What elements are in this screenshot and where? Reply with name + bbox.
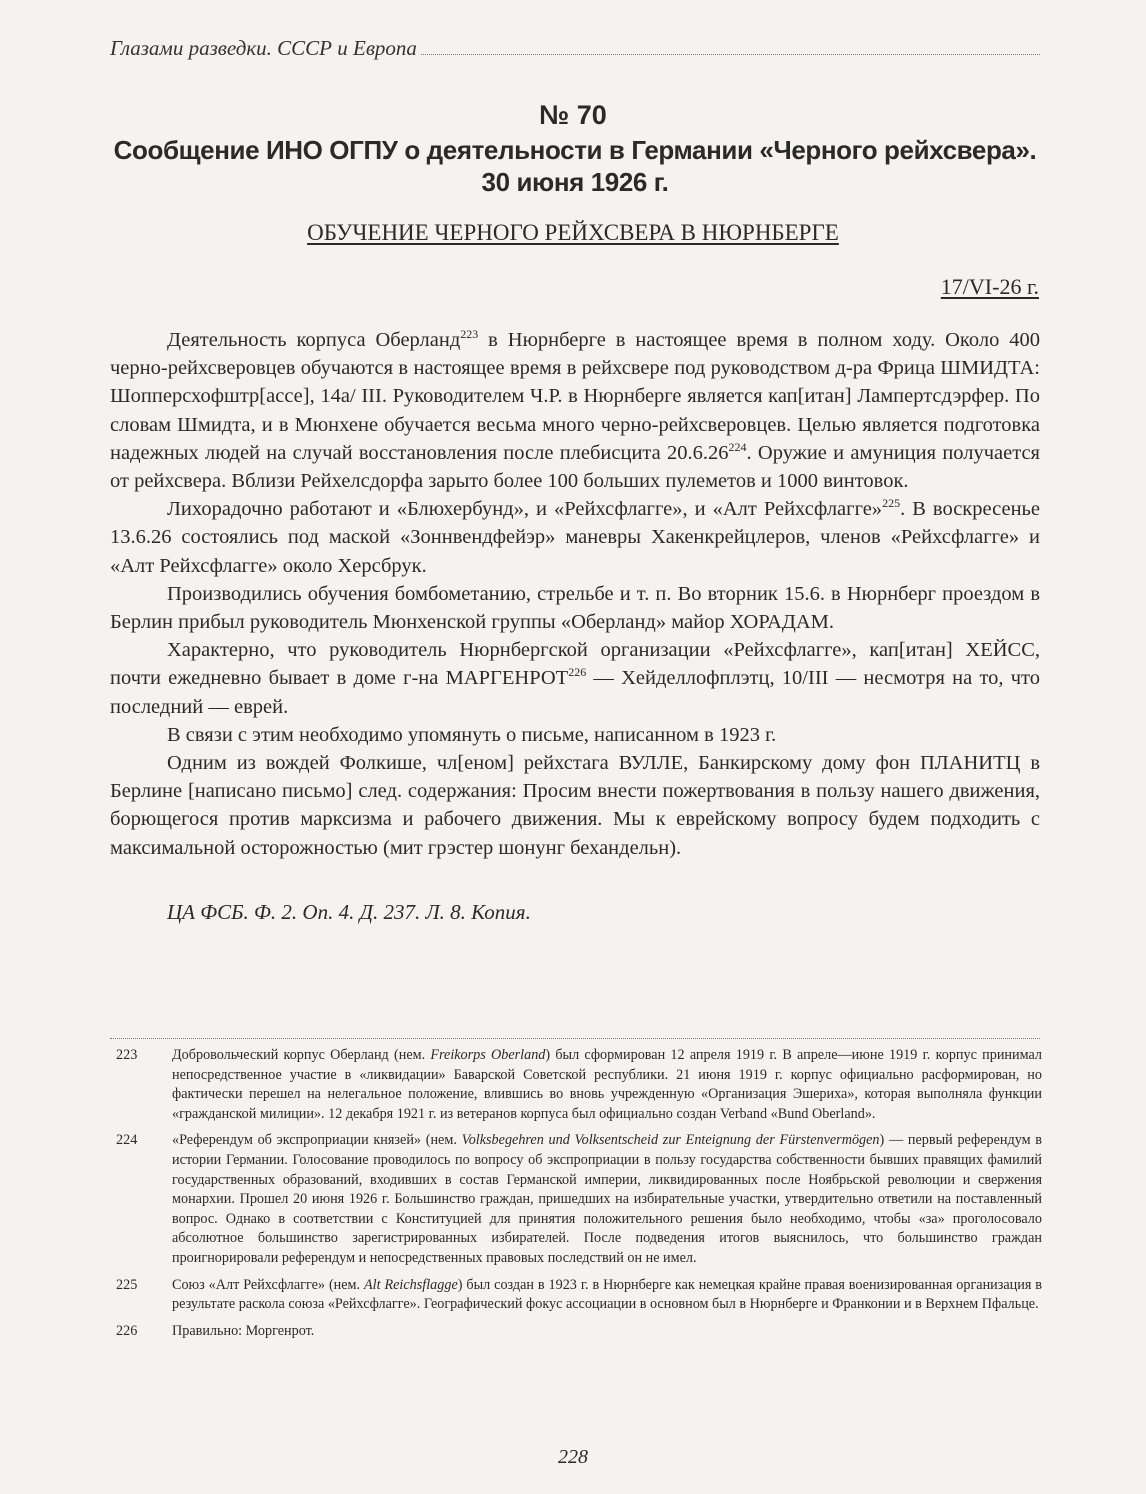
- paragraph-5: В связи с этим необходимо упомянуть о письме, написанном в 1923 г.: [167, 723, 777, 746]
- p2-text-a: Лихорадочно работают и «Блюхербунд», и «Рейхсфлагге», и «Алт Рейхсфлагге»: [167, 498, 883, 521]
- footnote-ref-223[interactable]: 223: [460, 327, 479, 341]
- p1-text-c: . Оружие и амуниция получается от рейхсвера. Вблизи Рейхелсдорфа зарыто более 100 больших пулеметов и 1000 винтовок.: [110, 441, 1040, 493]
- footnote-text-b: ) был создан в 1923 г. в Нюрнберге как немецкая крайне правая военизированная организация в результате раскола союза «Рейхсфлагге». Географический фокус ассоциации в основном был в Нюрнберге и Франконии и в Верхнем Пфальце.: [172, 1276, 1042, 1313]
- footnote-text-italic: Volksbegehren und Volksentscheid zur Enteignung der Fürstenvermögen: [461, 1132, 880, 1149]
- footnote-number: 225: [116, 1276, 138, 1293]
- footnote-text: [172, 1131, 1042, 1268]
- paragraph-4: [110, 636, 1040, 721]
- footnote-225: [110, 1276, 1042, 1315]
- document-title-date: 30 июня 1926 г.: [481, 167, 669, 197]
- footnote-text: [172, 1046, 1042, 1124]
- document-title-line1: Сообщение ИНО ОГПУ о деятельности в Германии «Черного рейхсвера».: [113, 135, 1037, 165]
- footnote-number: 226: [116, 1322, 138, 1339]
- p2-text-b: . В воскресенье 13.6.26 состоялись под маской «Зоннвендфейэр» маневры Хакенкрейцлеров, членов «Рейхсфлагге» и «Алт Рейхсфлагге» около Херсбрук.: [110, 498, 1040, 577]
- footnote-ref-224[interactable]: 224: [728, 439, 747, 454]
- archive-reference: ЦА ФСБ. Ф. 2. Оп. 4. Д. 237. Л. 8. Копия.: [167, 900, 531, 924]
- footnote-ref-225[interactable]: 225: [882, 496, 901, 511]
- footnote-ref-226[interactable]: 226: [568, 665, 587, 680]
- paragraph-2: [110, 495, 1040, 580]
- running-head: [110, 36, 1040, 61]
- footnote-text-a: Правильно: Моргенрот.: [172, 1322, 315, 1339]
- running-head-title: Глазами разведки. СССР и Европа: [110, 36, 417, 60]
- footnote-text-a: «Референдум об экспроприации князей» (нем.: [172, 1132, 462, 1149]
- p1-text-a: Деятельность корпуса Оберланд: [167, 329, 461, 351]
- footnote-number: 223: [116, 1047, 138, 1063]
- document-date: 17/VI-26 г.: [940, 274, 1039, 299]
- footnote-text: [172, 1322, 1042, 1342]
- footnote-separator: [110, 1038, 1040, 1039]
- p4-text-a: Характерно, что руководитель Нюрнбергской организации «Рейхсфлагге», кап[итан] ХЕЙСС, почти ежедневно бывает в доме г-на МАРГЕНРОТ: [110, 639, 1040, 690]
- footnote-223: [110, 1046, 1042, 1124]
- footnote-text-b: ) был сформирован 12 апреля 1919 г. В апреле—июне 1919 г. корпус принимал непосредственное участие в «ликвидации» Баварской Советской республики. 21 июня 1919 г. корпус официально расформирован, но фактически перешел на нелегальное положение, влившись во вновь учрежденную «Организация Эшериха», которая выполняла функции «гражданской милиции». 12 декабря 1921 г. из ветеранов корпуса был официально создан Verband «Bund Oberland».: [172, 1047, 1042, 1122]
- body-text: [110, 326, 1040, 862]
- paragraph-1: [110, 326, 1040, 495]
- footnote-text-italic: Freikorps Oberland: [430, 1047, 546, 1063]
- p1-text-b: в Нюрнберге в настоящее время в полном ходу. Около 400 черно-рейхсверовцев обучаются в настоящее время в рейхсвере под руководством д-ра Фрица ШМИДТА: Шопперсхофштр[ассе], 14а/ III. Руководителем Ч.Р. в Нюрнберге является кап[итан] Лампертсдэрфер. По словам Шмидта, и в Мюнхене обучается весьма много черно-рейхсверовцев. Целью является подготовка надежных людей на случай восстановления после плебисцита 20.6.26: [110, 329, 1040, 464]
- paragraph-6: Одним из вождей Фолкише, чл[еном] рейхстага ВУЛЛЕ, Банкирскому дому фон ПЛАНИТЦ в Берлине [написано письмо] след. содержания: Просим внести пожертвования в пользу нашего движения, борющегося против марксизма и рабочего движения. Мы к еврейскому вопросу будем подходить с максимальной осторожностью (мит грэстер шонунг бехандельн).: [110, 752, 1040, 859]
- footnote-text-a: Добровольческий корпус Оберланд (нем.: [172, 1047, 431, 1063]
- footnote-text-b: ) — первый референдум в истории Германии. Голосование проводилось по вопросу об экспроприации в пользу государства собственности бывших правящих фамилий государственных образований, входивших в состав Германской империи, ликвидированных после Ноябрьской революции и свержения монархии. Прошел 20 июня 1926 г. Большинство граждан, пришедших на избирательные участки, утвердительно ответили на поставленный вопрос. Однако в соответствии с Конституцией для принятия положительного решения было необходимо, чтобы «за» проголосовало абсолютное большинство зарегистрированных избирателей. После подведения итогов выяснилось, что большинство граждан проигнорировали референдум и непосредственных правовых последствий он не имел.: [172, 1132, 1043, 1266]
- document-number: № 70: [539, 100, 607, 130]
- paragraph-3: Производились обучения бомбометанию, стрельбе и т. п. Во вторник 15.6. в Нюрнберг проездом в Берлин прибыл руководитель Мюнхенской группы «Оберланд» майор ХОРАДАМ.: [110, 582, 1040, 634]
- p4-text-b: — Хейделлофплэтц, 10/III — несмотря на то, что последний — еврей.: [110, 667, 1040, 718]
- running-head-rule: [421, 40, 1040, 55]
- footnote-224: [110, 1131, 1042, 1268]
- page-number: 228: [558, 1446, 588, 1468]
- footnote-number: 224: [116, 1132, 138, 1149]
- footnotes: [110, 1046, 1042, 1348]
- footnote-text-a: Союз «Алт Рейхсфлагге» (нем.: [172, 1276, 364, 1293]
- footnote-text: [172, 1276, 1042, 1315]
- section-heading: ОБУЧЕНИЕ ЧЕРНОГО РЕЙХСВЕРА В НЮРНБЕРГЕ: [307, 220, 839, 245]
- footnote-226: [110, 1322, 1042, 1342]
- document-title: [110, 134, 1040, 198]
- footnote-text-italic: Alt Reichsflagge: [364, 1276, 458, 1293]
